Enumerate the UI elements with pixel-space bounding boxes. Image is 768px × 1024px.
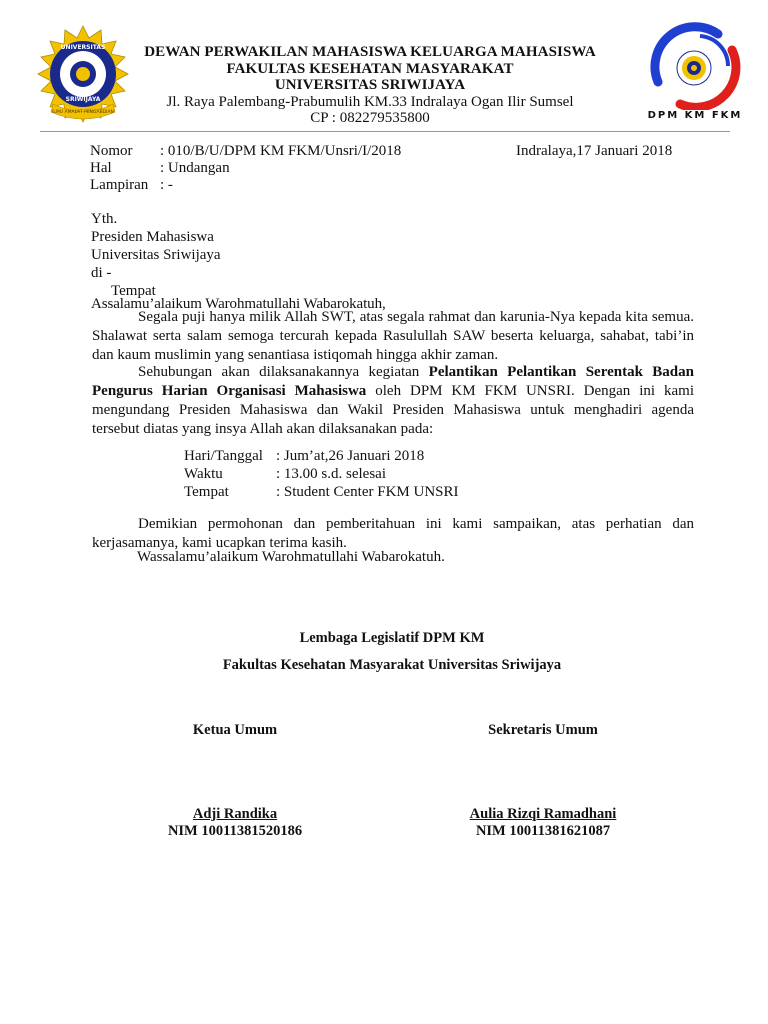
event-time-value: : 13.00 s.d. selesai bbox=[276, 466, 386, 482]
closing-salutation: Wassalamu’alaikum Warohmatullahi Wabarokatuh. bbox=[137, 549, 445, 565]
nomor-value: : 010/B/U/DPM KM FKM/Unsri/I/2018 bbox=[160, 143, 402, 159]
paragraph-1: Segala puji hanya milik Allah SWT, atas segala rahmat dan karunia-Nya kepada kita semua. Shalawat serta salam semoga tercurah kepada Rasulullah SAW beserta keluarga, sahabat, tabi’in dan kaum muslimin yang senantiasa istiqomah hingga akhir zaman. bbox=[92, 309, 694, 363]
recipient-line4: di - bbox=[91, 265, 112, 281]
letterhead-line1: DEWAN PERWAKILAN MAHASISWA KELUARGA MAHASISWA bbox=[144, 44, 596, 60]
letter-meta bbox=[90, 143, 401, 194]
event-date-value: : Jum’at,26 Januari 2018 bbox=[276, 448, 425, 464]
org-line2: Fakultas Kesehatan Masyarakat Universitas Sriwijaya bbox=[222, 657, 562, 673]
event-row bbox=[184, 447, 459, 465]
lampiran-value: : - bbox=[160, 177, 173, 193]
letterhead bbox=[120, 44, 620, 127]
paragraph-2-rest: oleh DPM KM FKM UNSRI. Dengan ini kami mengundang Presiden Mahasiswa dan Wakil Presiden Mahasiswa untuk menghadiri agenda tersebut diatas yang insya Allah akan dilaksanakan pada: bbox=[92, 383, 694, 437]
event-row bbox=[184, 483, 459, 501]
letterhead-contact: CP : 082279535800 bbox=[310, 110, 430, 126]
paragraph-2-intro: Sehubungan akan dilaksanakannya kegiatan bbox=[138, 364, 429, 380]
event-name: Pelantikan Pelantikan Serentak Badan Pengurus Harian Organisasi Mahasiswa bbox=[92, 364, 694, 399]
logo-ribbon-text: ILMU AMALAT PENGABDIAN bbox=[52, 110, 114, 115]
lampiran-label: Lampiran bbox=[90, 177, 149, 193]
left-signatory-nim: NIM 10011381520186 bbox=[167, 823, 303, 839]
logo-bottom-text: SRIWIJAYA bbox=[65, 96, 101, 103]
letterhead-address: Jl. Raya Palembang-Prabumulih KM.33 Indralaya Ogan Ilir Sumsel bbox=[166, 93, 574, 110]
university-logo bbox=[33, 24, 133, 124]
hal-label: Hal bbox=[90, 160, 112, 176]
event-row bbox=[184, 465, 459, 483]
event-place-label: Tempat bbox=[184, 484, 229, 500]
sun-emblem-icon bbox=[33, 24, 133, 124]
recipient-line2: Presiden Mahasiswa bbox=[91, 229, 214, 245]
right-signatory-name: Aulia Rizqi Ramadhani bbox=[469, 806, 617, 822]
dpm-logo bbox=[640, 22, 750, 132]
event-place-value: : Student Center FKM UNSRI bbox=[276, 484, 459, 500]
left-signatory-name: Adji Randika bbox=[192, 806, 278, 822]
letterhead-line2: FAKULTAS KESEHATAN MASYARAKAT bbox=[226, 60, 514, 77]
right-signatory-nim: NIM 10011381621087 bbox=[475, 823, 611, 839]
nomor-label: Nomor bbox=[90, 143, 133, 159]
recipient-line1: Yth. bbox=[91, 211, 118, 227]
recipient-line5: Tempat bbox=[111, 283, 156, 299]
org-line1: Lembaga Legislatif DPM KM bbox=[299, 630, 485, 646]
left-signatory-title: Ketua Umum bbox=[192, 722, 278, 738]
dpm-logo-text: DPM KM FKM bbox=[647, 110, 743, 121]
logo-top-text: UNIVERSITAS bbox=[60, 44, 106, 51]
event-details bbox=[184, 447, 459, 501]
closing-paragraph: Demikian permohonan dan pemberitahuan ini kami sampaikan, atas perhatian dan kerjasamanya, kami ucapkan terima kasih. bbox=[92, 516, 694, 551]
greeting: Assalamu’alaikum Warohmatullahi Wabarokatuh, bbox=[91, 296, 386, 312]
right-signatory-title: Sekretaris Umum bbox=[488, 722, 598, 738]
paragraph-2 bbox=[92, 363, 694, 439]
letterhead-line3: UNIVERSITAS SRIWIJAYA bbox=[274, 77, 466, 93]
header-divider bbox=[40, 131, 730, 132]
recipient-line3: Universitas Sriwijaya bbox=[91, 247, 221, 263]
recipient-block bbox=[91, 210, 221, 300]
letter-date: Indralaya,17 Januari 2018 bbox=[516, 143, 673, 159]
event-date-label: Hari/Tanggal bbox=[184, 448, 263, 464]
hal-value: : Undangan bbox=[160, 160, 230, 176]
event-time-label: Waktu bbox=[184, 466, 223, 482]
dpm-emblem-icon bbox=[640, 22, 750, 110]
